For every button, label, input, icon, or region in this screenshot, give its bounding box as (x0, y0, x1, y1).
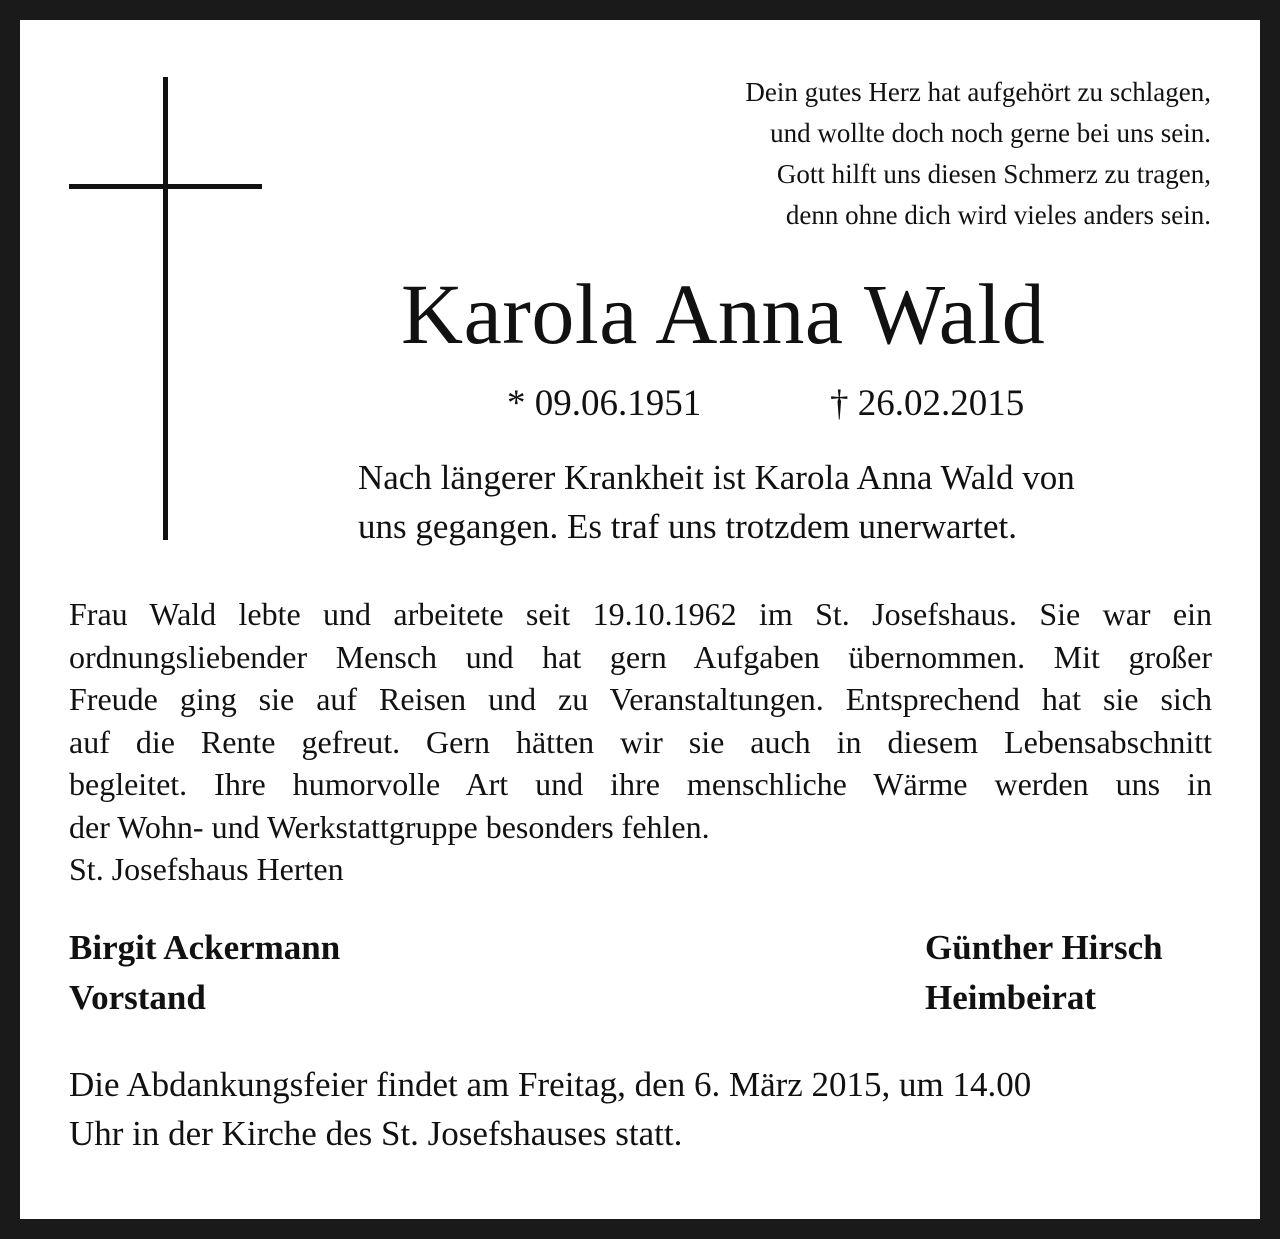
signer-name: Birgit Ackermann (69, 928, 341, 967)
signer-name: Günther Hirsch (925, 928, 1163, 967)
poem-line: denn ohne dich wird vieles anders sein. (785, 200, 1211, 230)
intro-line: Nach längerer Krankheit ist Karola Anna Wald von (358, 458, 1075, 497)
obituary-body (69, 593, 1212, 891)
deceased-name: Karola Anna Wald (401, 266, 1046, 362)
body-line: auf die Rente gefreut. Gern hätten wir sie auch in diesem Lebensabschnitt (69, 723, 1212, 760)
ceremony-notice (69, 1060, 1212, 1158)
body-line: Frau Wald lebte und arbeitete seit 19.10.1962 im St. Josefshaus. Sie war ein (69, 596, 1212, 632)
poem-line: Gott hilft uns diesen Schmerz zu tragen, (776, 159, 1211, 189)
signer-left (69, 923, 340, 1023)
birth-date: * 09.06.1951 (507, 383, 702, 424)
intro-text (358, 453, 1218, 551)
poem-line: Dein gutes Herz hat aufgehört zu schlagen, (745, 77, 1211, 107)
cross-horizontal-bar (69, 184, 262, 189)
body-line: der Wohn- und Werkstattgruppe besonders fehlen. (69, 808, 710, 845)
poem-line: und wollte doch noch gerne bei uns sein. (770, 118, 1211, 148)
ceremony-line: Uhr in der Kirche des St. Josefshauses statt. (69, 1114, 683, 1153)
signer-right (925, 923, 1163, 1023)
signer-role: Vorstand (69, 978, 206, 1017)
body-line: ordnungsliebender Mensch und hat gern Aufgaben übernommen. Mit großer (69, 638, 1212, 675)
cross-vertical-bar (163, 77, 168, 540)
ceremony-line: Die Abdankungsfeier findet am Freitag, den 6. März 2015, um 14.00 (69, 1065, 1032, 1104)
intro-line: uns gegangen. Es traf uns trotzdem unerwartet. (358, 507, 1017, 546)
body-line: Freude ging sie auf Reisen und zu Veranstaltungen. Entsprechend hat sie sich (69, 681, 1212, 717)
memorial-poem (511, 72, 1211, 236)
institution-name: St. Josefshaus Herten (69, 851, 344, 887)
death-date: † 26.02.2015 (830, 383, 1025, 424)
body-line: begleitet. Ihre humorvolle Art und ihre menschliche Wärme werden uns in (69, 766, 1212, 802)
signer-role: Heimbeirat (925, 978, 1097, 1017)
obituary-notice (20, 20, 1260, 1219)
